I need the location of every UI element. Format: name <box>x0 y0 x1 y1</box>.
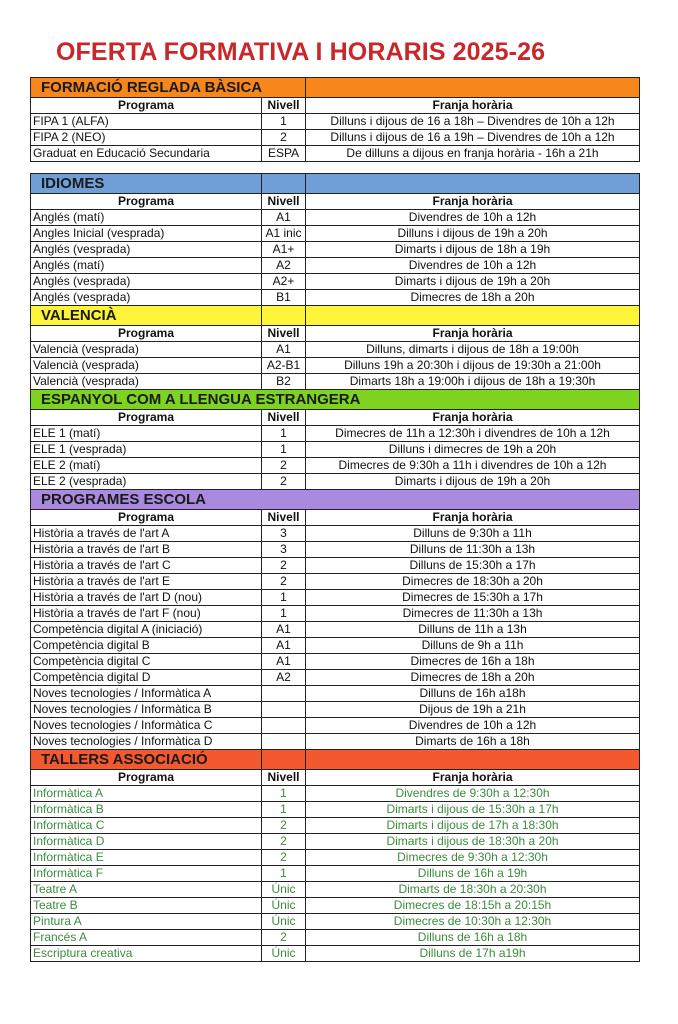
section-fill <box>262 174 306 194</box>
table-row <box>31 274 640 290</box>
table-row <box>31 866 640 882</box>
cell-programa: Informàtica F <box>31 866 262 882</box>
table-row <box>31 946 640 962</box>
cell-nivell: 2 <box>262 558 306 574</box>
cell-programa: ELE 1 (matí) <box>31 426 262 442</box>
table-row <box>31 442 640 458</box>
cell-franja: Dimarts i dijous de 15:30h a 17h <box>306 802 640 818</box>
cell-franja: Divendres de 10h a 12h <box>306 258 640 274</box>
table-row <box>31 526 640 542</box>
table-row <box>31 882 640 898</box>
cell-nivell: 2 <box>262 474 306 490</box>
table-row <box>31 114 640 130</box>
column-header-nivell: Nivell <box>262 770 306 786</box>
cell-nivell: Únic <box>262 898 306 914</box>
cell-franja: Dilluns i dijous de 16 a 19h – Divendres de 10h a 12h <box>306 130 640 146</box>
cell-programa: Noves tecnologies / Informàtica A <box>31 686 262 702</box>
table-row <box>31 834 640 850</box>
cell-franja: Dijous de 19h a 21h <box>306 702 640 718</box>
cell-franja: Dimarts de 16h a 18h <box>306 734 640 750</box>
cell-nivell <box>262 686 306 702</box>
table-row <box>31 898 640 914</box>
table-row <box>31 802 640 818</box>
section-title: VALENCIÀ <box>31 306 262 326</box>
cell-programa: ELE 1 (vesprada) <box>31 442 262 458</box>
cell-programa: Història a través de l'art E <box>31 574 262 590</box>
cell-franja: Dilluns de 9h a 11h <box>306 638 640 654</box>
cell-franja: Dilluns de 16h a18h <box>306 686 640 702</box>
column-header-programa: Programa <box>31 770 262 786</box>
section-header-ele <box>31 390 640 410</box>
cell-nivell: A1 <box>262 210 306 226</box>
table-row <box>31 850 640 866</box>
table-row <box>31 606 640 622</box>
cell-programa: Informàtica A <box>31 786 262 802</box>
section-header-idiomes <box>31 174 640 194</box>
column-header-programa: Programa <box>31 194 262 210</box>
cell-programa: Competència digital B <box>31 638 262 654</box>
table-row <box>31 702 640 718</box>
cell-programa: Valencià (vesprada) <box>31 374 262 390</box>
column-header-row <box>31 510 640 526</box>
cell-franja: Dilluns de 16h a 18h <box>306 930 640 946</box>
column-header-programa: Programa <box>31 98 262 114</box>
cell-nivell <box>262 734 306 750</box>
column-header-row <box>31 326 640 342</box>
cell-nivell: 2 <box>262 930 306 946</box>
table-row <box>31 474 640 490</box>
column-header-programa: Programa <box>31 410 262 426</box>
cell-nivell <box>262 718 306 734</box>
cell-franja: Dimarts i dijous de 19h a 20h <box>306 474 640 490</box>
cell-franja: Dimarts de 18:30h a 20:30h <box>306 882 640 898</box>
table-row <box>31 786 640 802</box>
cell-nivell: A1+ <box>262 242 306 258</box>
table-row <box>31 914 640 930</box>
section-header-escola <box>31 490 640 510</box>
table-row <box>31 290 640 306</box>
cell-franja: Divendres de 10h a 12h <box>306 210 640 226</box>
cell-franja: Dilluns i dimecres de 19h a 20h <box>306 442 640 458</box>
section-title: IDIOMES <box>31 174 262 194</box>
cell-programa: Noves tecnologies / Informàtica C <box>31 718 262 734</box>
cell-programa: Informàtica D <box>31 834 262 850</box>
table-oferta <box>30 173 640 962</box>
cell-nivell: 1 <box>262 442 306 458</box>
cell-nivell: A2 <box>262 670 306 686</box>
table-row <box>31 686 640 702</box>
cell-programa: Teatre A <box>31 882 262 898</box>
cell-franja: Dimecres de 18:15h a 20:15h <box>306 898 640 914</box>
cell-franja: Dilluns, dimarts i dijous de 18h a 19:00h <box>306 342 640 358</box>
section-fill <box>306 750 640 770</box>
cell-nivell: 2 <box>262 834 306 850</box>
section-fill <box>262 306 306 326</box>
table-row <box>31 558 640 574</box>
section-title: PROGRAMES ESCOLA <box>31 490 640 510</box>
table-row <box>31 654 640 670</box>
table-row <box>31 638 640 654</box>
section-header-formacio <box>31 78 640 98</box>
column-header-nivell: Nivell <box>262 410 306 426</box>
cell-programa: Competència digital C <box>31 654 262 670</box>
cell-nivell: A1 <box>262 654 306 670</box>
cell-franja: Dimecres de 11:30h a 13h <box>306 606 640 622</box>
cell-programa: Competència digital D <box>31 670 262 686</box>
table-row <box>31 930 640 946</box>
cell-nivell: A2-B1 <box>262 358 306 374</box>
section-header-tallers <box>31 750 640 770</box>
section-header-valencia <box>31 306 640 326</box>
cell-nivell: 3 <box>262 526 306 542</box>
cell-programa: Pintura A <box>31 914 262 930</box>
cell-programa: Història a través de l'art F (nou) <box>31 606 262 622</box>
table-row <box>31 718 640 734</box>
table-row <box>31 130 640 146</box>
column-header-programa: Programa <box>31 510 262 526</box>
cell-nivell: A2 <box>262 258 306 274</box>
column-header-programa: Programa <box>31 326 262 342</box>
cell-franja: Dimecres de 18h a 20h <box>306 670 640 686</box>
cell-franja: Dilluns de 15:30h a 17h <box>306 558 640 574</box>
cell-franja: Dimecres de 9:30h a 11h i divendres de 10h a 12h <box>306 458 640 474</box>
cell-franja: Dimecres de 18:30h a 20h <box>306 574 640 590</box>
cell-nivell: Únic <box>262 946 306 962</box>
cell-nivell: Únic <box>262 914 306 930</box>
column-header-franja: Franja horària <box>306 194 640 210</box>
cell-nivell: 1 <box>262 590 306 606</box>
cell-nivell: A1 <box>262 342 306 358</box>
cell-franja: Dimecres de 15:30h a 17h <box>306 590 640 606</box>
cell-nivell: 1 <box>262 606 306 622</box>
cell-programa: Valencià (vesprada) <box>31 358 262 374</box>
column-header-franja: Franja horària <box>306 326 640 342</box>
cell-programa: Història a través de l'art D (nou) <box>31 590 262 606</box>
cell-nivell: 2 <box>262 574 306 590</box>
cell-nivell: A1 <box>262 622 306 638</box>
cell-programa: Teatre B <box>31 898 262 914</box>
cell-programa: Anglés (vesprada) <box>31 242 262 258</box>
column-header-franja: Franja horària <box>306 98 640 114</box>
cell-franja: Dimecres de 18h a 20h <box>306 290 640 306</box>
cell-nivell: 1 <box>262 426 306 442</box>
cell-programa: ELE 2 (matí) <box>31 458 262 474</box>
cell-programa: Història a través de l'art A <box>31 526 262 542</box>
cell-programa: Francés A <box>31 930 262 946</box>
column-header-row <box>31 98 640 114</box>
table-formacio-reglada <box>30 77 640 162</box>
cell-programa: Valencià (vesprada) <box>31 342 262 358</box>
cell-nivell: B1 <box>262 290 306 306</box>
cell-franja: De dilluns a dijous en franja horària - 16h a 21h <box>306 146 640 162</box>
table-row <box>31 670 640 686</box>
cell-nivell: 1 <box>262 802 306 818</box>
column-header-franja: Franja horària <box>306 410 640 426</box>
cell-nivell: 2 <box>262 818 306 834</box>
cell-programa: ELE 2 (vesprada) <box>31 474 262 490</box>
section-fill <box>306 174 640 194</box>
cell-programa: Història a través de l'art B <box>31 542 262 558</box>
cell-franja: Dilluns 19h a 20:30h i dijous de 19:30h a 21:00h <box>306 358 640 374</box>
cell-programa: FIPA 1 (ALFA) <box>31 114 262 130</box>
table-row <box>31 818 640 834</box>
cell-franja: Dimarts i dijous de 18h a 19h <box>306 242 640 258</box>
table-row <box>31 426 640 442</box>
page-title: OFERTA FORMATIVA I HORARIS 2025-26 <box>56 38 546 66</box>
column-header-row <box>31 410 640 426</box>
cell-franja: Dimecres de 16h a 18h <box>306 654 640 670</box>
cell-franja: Dimarts 18h a 19:00h i dijous de 18h a 19:30h <box>306 374 640 390</box>
cell-nivell: B2 <box>262 374 306 390</box>
cell-franja: Dimecres de 10:30h a 12:30h <box>306 914 640 930</box>
table-row <box>31 210 640 226</box>
table-row <box>31 358 640 374</box>
cell-franja: Dilluns i dijous de 19h a 20h <box>306 226 640 242</box>
cell-programa: Informàtica B <box>31 802 262 818</box>
cell-nivell: A1 <box>262 638 306 654</box>
cell-franja: Dimarts i dijous de 17h a 18:30h <box>306 818 640 834</box>
table-row <box>31 226 640 242</box>
cell-programa: Història a través de l'art C <box>31 558 262 574</box>
section-title: ESPANYOL COM A LLENGUA ESTRANGERA <box>31 390 640 410</box>
cell-franja: Dimecres de 11h a 12:30h i divendres de 10h a 12h <box>306 426 640 442</box>
cell-programa: Noves tecnologies / Informàtica D <box>31 734 262 750</box>
table-row <box>31 622 640 638</box>
section-fill <box>306 78 640 98</box>
cell-franja: Divendres de 9:30h a 12:30h <box>306 786 640 802</box>
table-row <box>31 590 640 606</box>
table-row <box>31 258 640 274</box>
column-header-nivell: Nivell <box>262 194 306 210</box>
cell-nivell: 2 <box>262 130 306 146</box>
cell-programa: FIPA 2 (NEO) <box>31 130 262 146</box>
cell-franja: Dimecres de 9:30h a 12:30h <box>306 850 640 866</box>
column-header-nivell: Nivell <box>262 510 306 526</box>
section-fill <box>306 306 640 326</box>
cell-programa: Competència digital A (iniciació) <box>31 622 262 638</box>
cell-programa: Noves tecnologies / Informàtica B <box>31 702 262 718</box>
cell-franja: Dilluns de 16h a 19h <box>306 866 640 882</box>
cell-programa: Anglés (matí) <box>31 258 262 274</box>
table-row <box>31 574 640 590</box>
cell-nivell <box>262 702 306 718</box>
column-header-franja: Franja horària <box>306 510 640 526</box>
cell-franja: Dilluns de 17h a19h <box>306 946 640 962</box>
cell-nivell: 1 <box>262 866 306 882</box>
section-title: FORMACIÓ REGLADA BÀSICA <box>31 78 306 98</box>
cell-franja: Dilluns i dijous de 16 a 18h – Divendres de 10h a 12h <box>306 114 640 130</box>
cell-nivell: 1 <box>262 786 306 802</box>
cell-nivell: A1 inic <box>262 226 306 242</box>
section-fill <box>262 750 306 770</box>
column-header-nivell: Nivell <box>262 98 306 114</box>
cell-programa: Anglés (vesprada) <box>31 274 262 290</box>
table-row <box>31 374 640 390</box>
cell-programa: Anglés (matí) <box>31 210 262 226</box>
cell-programa: Graduat en Educació Secundaria <box>31 146 262 162</box>
cell-programa: Informàtica E <box>31 850 262 866</box>
cell-franja: Divendres de 10h a 12h <box>306 718 640 734</box>
cell-nivell: A2+ <box>262 274 306 290</box>
cell-nivell: 3 <box>262 542 306 558</box>
cell-nivell: 1 <box>262 114 306 130</box>
cell-nivell: 2 <box>262 458 306 474</box>
column-header-row <box>31 194 640 210</box>
column-header-franja: Franja horària <box>306 770 640 786</box>
table-row <box>31 458 640 474</box>
table-row <box>31 542 640 558</box>
cell-franja: Dilluns de 9:30h a 11h <box>306 526 640 542</box>
cell-franja: Dilluns de 11h a 13h <box>306 622 640 638</box>
section-title: TALLERS ASSOCIACIÓ <box>31 750 262 770</box>
column-header-nivell: Nivell <box>262 326 306 342</box>
table-row <box>31 146 640 162</box>
cell-franja: Dimarts i dijous de 18:30h a 20h <box>306 834 640 850</box>
cell-nivell: Únic <box>262 882 306 898</box>
column-header-row <box>31 770 640 786</box>
table-row <box>31 734 640 750</box>
cell-nivell: ESPA <box>262 146 306 162</box>
cell-programa: Informàtica C <box>31 818 262 834</box>
cell-programa: Anglés (vesprada) <box>31 290 262 306</box>
cell-franja: Dimarts i dijous de 19h a 20h <box>306 274 640 290</box>
cell-nivell: 2 <box>262 850 306 866</box>
table-row <box>31 242 640 258</box>
cell-franja: Dilluns de 11:30h a 13h <box>306 542 640 558</box>
table-row <box>31 342 640 358</box>
cell-programa: Escriptura creativa <box>31 946 262 962</box>
cell-programa: Angles Inicial (vesprada) <box>31 226 262 242</box>
